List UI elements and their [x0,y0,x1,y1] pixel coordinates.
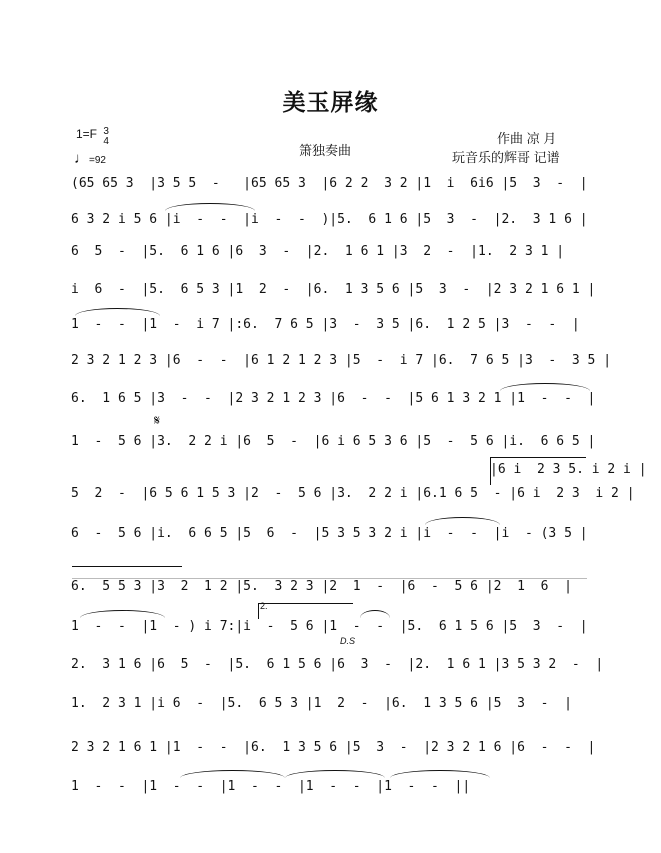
segno-icon: 𝄋 [154,412,161,428]
score-line-6: 2 3 2 1 2 3 |6 - - |6 1 2 1 2 3 |5 - i 7 |6. 7 6 5 |3 - 3 5 | [71,353,612,368]
score-line-12: 1 - - |1 - ) i 7:|i - 5 6 |1 - - |5. 6 1 5 6 |5 3 - | [71,619,588,634]
score-line-16: 1 - - |1 - - |1 - - |1 - - |1 - - || [71,779,471,794]
quarter-note-icon: ♩ [74,150,89,167]
score-line-15: 2 3 2 1 6 1 |1 - - |6. 1 3 5 6 |5 3 - |2 3 2 1 6 |6 - - | [71,740,596,755]
score-volta-line: |6 i 2 3 5. i 2 i | [490,462,647,477]
slur-mark [75,308,160,316]
key-label: 1=F [76,127,98,141]
score-line-14: 1. 2 3 1 |i 6 - |5. 6 5 3 |1 2 - |6. 1 3 5 6 |5 3 - | [71,696,572,711]
slur-mark [425,517,500,525]
volta-bracket-side [258,603,259,619]
slur-mark [285,770,385,778]
ds-label: D.S [340,636,356,646]
slur-mark [165,203,255,211]
volta-bracket-top [72,566,182,567]
tempo-marking [74,150,106,167]
volta-bracket-top [258,603,353,604]
score-line-10: 6 - 5 6 |i. 6 6 5 |5 6 - |5 3 5 3 2 i |i - - |i - (3 5 | [71,526,588,541]
score-line-8: 1 - 5 6 |3. 2 2 i |6 5 - |6 i 6 5 3 6 |5 - 5 6 |i. 6 6 5 | [71,434,596,449]
volta-bracket-side [490,457,491,485]
score-line-1: (65 65 3 |3 5 5 - |65 65 3 |6 2 2 3 2 |1 i 6i6 |5 3 - | [71,176,588,191]
staff-divider [72,578,587,579]
volta-bracket-top [490,457,586,458]
key-signature [76,127,109,147]
score-line-11: 6. 5 5 3 |3 2 1 2 |5. 3 2 3 |2 1 - |6 - 5 6 |2 1 6 | [71,579,572,594]
subtitle: 箫独奏曲 [299,143,352,158]
score-line-3: 6 5 - |5. 6 1 6 |6 3 - |2. 1 6 1 |3 2 - |1. 2 3 1 | [71,244,565,259]
composer-credit: 作曲 凉 月 [497,131,557,146]
transcriber-credit: 玩音乐的辉哥 记谱 [452,150,560,165]
page-title: 美玉屏缘 [282,90,379,116]
tempo-value: =92 [89,155,106,166]
score-line-2: 6 3 2 i 5 6 |i - - |i - - )|5. 6 1 6 |5 3 - |2. 3 1 6 | [71,212,588,227]
slur-mark [80,610,165,618]
time-signature-bottom: 4 [103,136,109,147]
score-line-13: 2. 3 1 6 |6 5 - |5. 6 1 5 6 |6 3 - |2. 1 6 1 |3 5 3 2 - | [71,657,604,672]
time-signature [103,127,109,147]
score-line-5: 1 - - |1 - i 7 |:6. 7 6 5 |3 - 3 5 |6. 1 2 5 |3 - - | [71,317,580,332]
time-signature-top: 3 [103,126,109,137]
score-line-9: 5 2 - |6 5 6 1 5 3 |2 - 5 6 |3. 2 2 i |6.1 6 5 - |6 i 2 3 i 2 | [71,486,635,501]
slur-mark [360,610,390,618]
score-line-4: i 6 - |5. 6 5 3 |1 2 - |6. 1 3 5 6 |5 3 - |2 3 2 1 6 1 | [71,282,596,297]
slur-mark [390,770,490,778]
slur-mark [500,383,590,391]
volta-number: 2. [260,601,268,611]
slur-mark [180,770,285,778]
score-line-7: 6. 1 6 5 |3 - - |2 3 2 1 2 3 |6 - - |5 6 1 3 2 1 |1 - - | [71,391,596,406]
